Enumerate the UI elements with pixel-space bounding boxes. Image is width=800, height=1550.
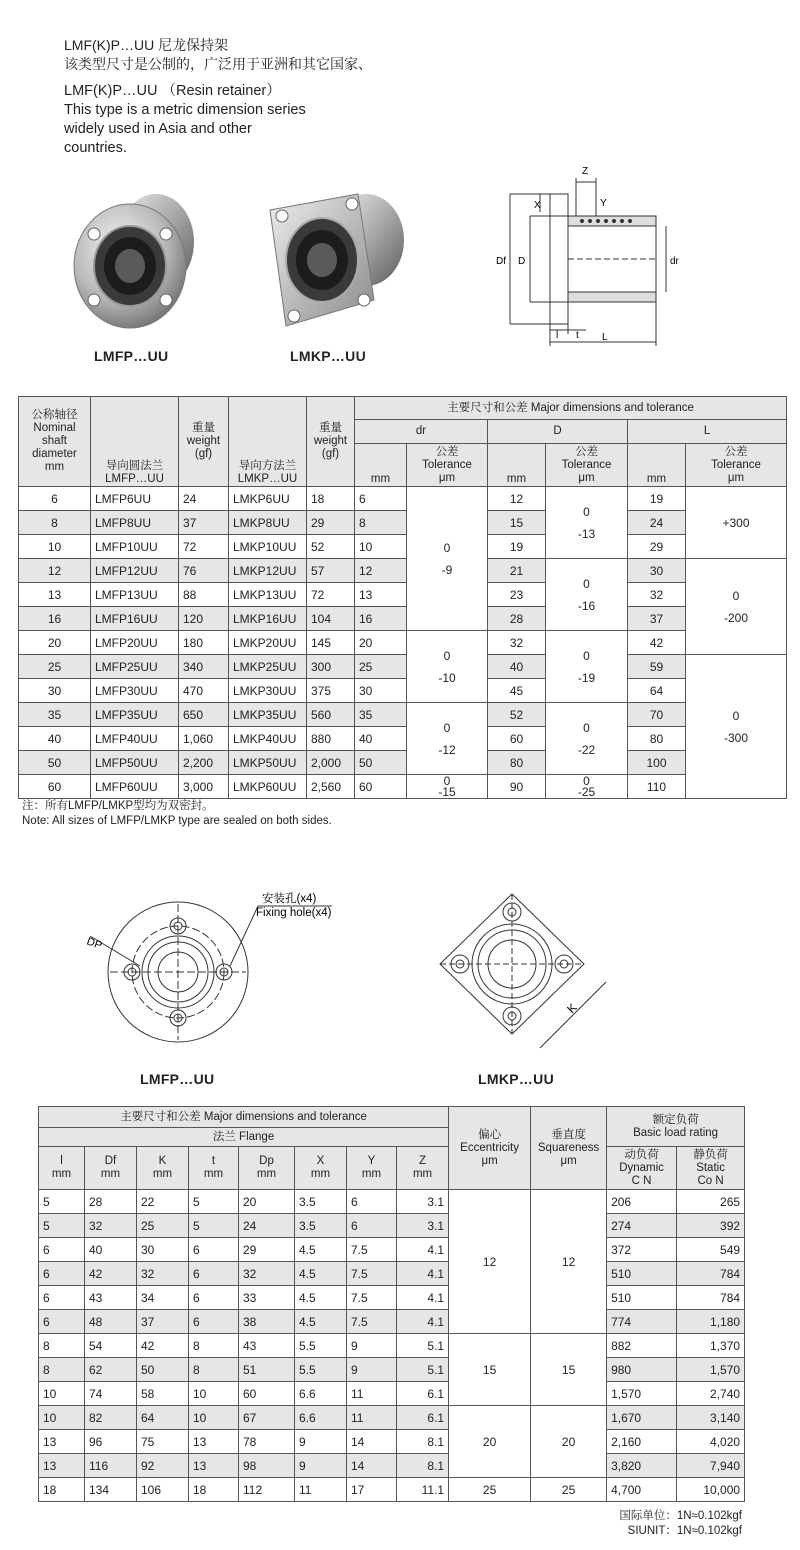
header2-x: X mm bbox=[295, 1147, 347, 1190]
header2-major: 主要尺寸和公差 Major dimensions and tolerance bbox=[39, 1107, 449, 1128]
label-fixing-en: Fixing hole(x4) bbox=[256, 907, 332, 919]
table-row: 10 82 64 10 67 6.6 11 6.1 20 20 1,670 3,140 bbox=[39, 1406, 745, 1430]
table-row: 8 62 50 8 51 5.5 9 5.1 980 1,570 bbox=[39, 1358, 745, 1382]
table-row: 13 116 92 13 98 9 14 8.1 3,820 7,940 bbox=[39, 1454, 745, 1478]
label-t: t bbox=[576, 330, 579, 341]
L-tol-1: +300 bbox=[686, 487, 787, 559]
label-y: Y bbox=[600, 198, 607, 209]
intro-title-en: LMF(K)P…UU （Resin retainer） bbox=[64, 83, 281, 99]
sq-group-4: 25 bbox=[531, 1478, 607, 1502]
header-lmfp: 导向圆法兰 LMFP…UU bbox=[91, 397, 179, 487]
header-L: L bbox=[628, 420, 787, 444]
D-tol-4: 0 -22 bbox=[546, 703, 628, 775]
table-row: 25 LMFP25UU 340 LMKP25UU 300 25 40 59 0 -300 bbox=[19, 655, 787, 679]
label-z: Z bbox=[582, 166, 589, 177]
table-row: 6 40 30 6 29 4.5 7.5 4.1 372 549 bbox=[39, 1238, 745, 1262]
ecc-group-1: 12 bbox=[449, 1190, 531, 1334]
caption-lmkp-drawing: LMKP…UU bbox=[478, 1071, 554, 1087]
unit-note-en: SIUNIT：1N≈0.102kgf bbox=[627, 1525, 742, 1537]
header-dr-mm: mm bbox=[355, 444, 407, 487]
table-row: 20 LMFP20UU 180 LMKP20UU 145 20 0 -10 32 0 -19 42 bbox=[19, 631, 787, 655]
header2-ecc: 偏心 Eccentricity μm bbox=[449, 1107, 531, 1190]
table-row: 6 43 34 6 33 4.5 7.5 4.1 510 784 bbox=[39, 1286, 745, 1310]
flange-table bbox=[38, 1106, 745, 1502]
table-row: 5 28 22 5 20 3.5 6 3.1 12 12 206 265 bbox=[39, 1190, 745, 1214]
header2-load: 额定负荷 Basic load rating bbox=[607, 1107, 745, 1147]
dr-tol-3: 0 -12 bbox=[407, 703, 488, 775]
header-nominal: 公称轴径 Nominal shaft diameter mm bbox=[19, 397, 91, 487]
caption-lmkp-photo: LMKP…UU bbox=[290, 348, 366, 364]
label-dr: dr bbox=[670, 256, 679, 267]
table-row: 5 32 25 5 24 3.5 6 3.1 274 392 bbox=[39, 1214, 745, 1238]
dimension-table bbox=[18, 396, 787, 799]
dr-tol-4: 0 -15 bbox=[407, 775, 488, 799]
L-tol-3: 0 -300 bbox=[686, 655, 787, 799]
section-drawing bbox=[490, 160, 690, 350]
table-row: 10 LMFP10UU 72 LMKP10UU 52 10 19 29 bbox=[19, 535, 787, 559]
sq-group-3: 20 bbox=[531, 1406, 607, 1478]
D-tol-2: 0 -16 bbox=[546, 559, 628, 631]
table-row: 10 74 58 10 60 6.6 11 6.1 1,570 2,740 bbox=[39, 1382, 745, 1406]
header2-l: l mm bbox=[39, 1147, 85, 1190]
label-dp: DP bbox=[84, 935, 104, 953]
D-tol-1: 0 -13 bbox=[546, 487, 628, 559]
ecc-group-4: 25 bbox=[449, 1478, 531, 1502]
table-row: 8 LMFP8UU 37 LMKP8UU 29 8 15 24 bbox=[19, 511, 787, 535]
header2-dyn: 动负荷 Dynamic C N bbox=[607, 1147, 677, 1190]
lmkp-bearing-photo bbox=[262, 180, 412, 340]
table-row: 50 LMFP50UU 2,200 LMKP50UU 2,000 50 80 100 bbox=[19, 751, 787, 775]
intro-desc-en-1: This type is a metric dimension series bbox=[64, 102, 306, 118]
sq-group-1: 12 bbox=[531, 1190, 607, 1334]
label-l: L bbox=[602, 332, 608, 343]
header-D-mm: mm bbox=[488, 444, 546, 487]
intro-desc-zh: 该类型尺寸是公制的，广泛用于亚洲和其它国家、 bbox=[64, 56, 372, 72]
table-row: 35 LMFP35UU 650 LMKP35UU 560 35 0 -12 52 0 -22 70 bbox=[19, 703, 787, 727]
header-dr: dr bbox=[355, 420, 488, 444]
ecc-group-3: 20 bbox=[449, 1406, 531, 1478]
label-k: K bbox=[564, 1000, 580, 1017]
table-row: 6 48 37 6 38 4.5 7.5 4.1 774 1,180 bbox=[39, 1310, 745, 1334]
table-row: 60 LMFP60UU 3,000 LMKP60UU 2,560 60 0 -15 90 0 -25 110 bbox=[19, 775, 787, 799]
unit-note-zh: 国际单位：1N≈0.102kgf bbox=[619, 1510, 742, 1522]
label-fixing-zh: 安装孔(x4) bbox=[262, 893, 317, 905]
table-row: 18 134 106 18 112 11 17 11.1 25 25 4,700 10,000 bbox=[39, 1478, 745, 1502]
header-weight-2: 重量 weight (gf) bbox=[307, 397, 355, 487]
header2-df: Df mm bbox=[85, 1147, 137, 1190]
label-d: D bbox=[518, 256, 526, 267]
intro-desc-en-2: widely used in Asia and other bbox=[64, 121, 252, 137]
table-row: 16 LMFP16UU 120 LMKP16UU 104 16 28 37 bbox=[19, 607, 787, 631]
label-df: Df bbox=[496, 256, 506, 267]
header2-t: t mm bbox=[189, 1147, 239, 1190]
note-zh: 注：所有LMFP/LMKP型均为双密封。 bbox=[22, 800, 214, 812]
table-row: 30 LMFP30UU 470 LMKP30UU 375 30 45 64 bbox=[19, 679, 787, 703]
header-D-tol: 公差 Tolerance μm bbox=[546, 444, 628, 487]
note-en: Note: All sizes of LMFP/LMKP type are sealed on both sides. bbox=[22, 815, 332, 827]
D-tol-3: 0 -19 bbox=[546, 631, 628, 703]
header-major: 主要尺寸和公差 Major dimensions and tolerance bbox=[355, 397, 787, 420]
dr-tol-1: 0 -9 bbox=[407, 487, 488, 631]
header-lmkp: 导向方法兰 LMKP…UU bbox=[229, 397, 307, 487]
header2-sq: 垂直度 Squareness μm bbox=[531, 1107, 607, 1190]
dr-tol-2: 0 -10 bbox=[407, 631, 488, 703]
sq-group-2: 15 bbox=[531, 1334, 607, 1406]
header2-y: Y mm bbox=[347, 1147, 397, 1190]
lmkp-flange-drawing bbox=[430, 882, 610, 1052]
header2-z: Z mm bbox=[397, 1147, 449, 1190]
header-dr-tol: 公差 Tolerance μm bbox=[407, 444, 488, 487]
table-row: 8 54 42 8 43 5.5 9 5.1 15 15 882 1,370 bbox=[39, 1334, 745, 1358]
L-tol-2: 0 -200 bbox=[686, 559, 787, 655]
caption-lmfp-drawing: LMFP…UU bbox=[140, 1071, 215, 1087]
header2-k: K mm bbox=[137, 1147, 189, 1190]
table-row: 13 96 75 13 78 9 14 8.1 2,160 4,020 bbox=[39, 1430, 745, 1454]
table-row: 12 LMFP12UU 76 LMKP12UU 57 12 21 0 -16 30 0 -200 bbox=[19, 559, 787, 583]
intro-desc-en-3: countries. bbox=[64, 140, 127, 156]
label-x: X bbox=[534, 200, 541, 211]
caption-lmfp-photo: LMFP…UU bbox=[94, 348, 169, 364]
table-row: 6 LMFP6UU 24 LMKP6UU 18 6 0 -9 12 0 -13 19 +300 bbox=[19, 487, 787, 511]
header-L-tol: 公差 Tolerance μm bbox=[686, 444, 787, 487]
intro-title-zh: LMF(K)P…UU 尼龙保持架 bbox=[64, 37, 229, 53]
intro-text bbox=[64, 36, 372, 158]
header-D: D bbox=[488, 420, 628, 444]
table-row: 13 LMFP13UU 88 LMKP13UU 72 13 23 32 bbox=[19, 583, 787, 607]
label-l-small: l bbox=[556, 330, 559, 341]
header2-flange: 法兰 Flange bbox=[39, 1128, 449, 1147]
table-row: 6 42 32 6 32 4.5 7.5 4.1 510 784 bbox=[39, 1262, 745, 1286]
lmfp-bearing-photo bbox=[72, 184, 202, 334]
lmfp-flange-drawing bbox=[70, 886, 360, 1056]
ecc-group-2: 15 bbox=[449, 1334, 531, 1406]
header2-dp: Dp mm bbox=[239, 1147, 295, 1190]
header2-stat: 静负荷 Static Co N bbox=[677, 1147, 745, 1190]
header-weight-1: 重量 weight (gf) bbox=[179, 397, 229, 487]
table-row: 40 LMFP40UU 1,060 LMKP40UU 880 40 60 80 bbox=[19, 727, 787, 751]
header-L-mm: mm bbox=[628, 444, 686, 487]
D-tol-5: 0 -25 bbox=[546, 775, 628, 799]
